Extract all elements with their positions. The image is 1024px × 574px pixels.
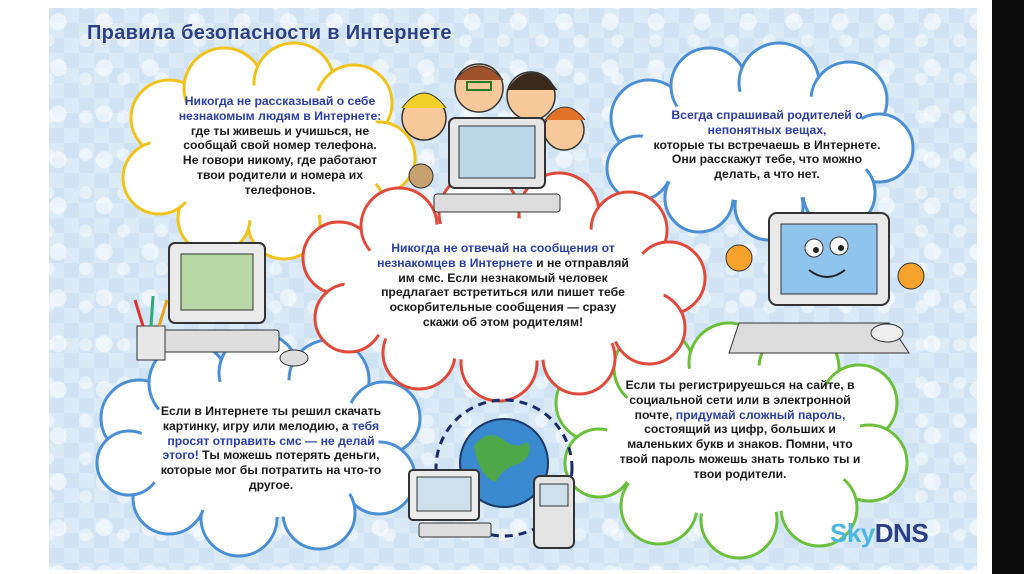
globe-devices-illustration	[409, 400, 574, 548]
rule-5-pre: Если ты регистрируешься на сайте, в социальной сети или в электронной почте,	[625, 378, 855, 422]
rule-4-rest: Ты можешь потерять деньги, которые мог бы потратить на что-то другое.	[160, 448, 382, 492]
rule-1-rest: где ты живешь и учишься, не сообщай свой номер телефона. Не говори никому, где работают твои родители и номера их телефонов.	[182, 123, 378, 197]
rule-5-lead: придумай сложный пароль,	[675, 407, 846, 422]
rule-3-rest: и не отправляй им смс. Если незнакомый человек предлагает встретиться или пишет тебе оскорбительные сообщения — сразу скажи об этом родителям!	[381, 255, 629, 329]
rule-4	[155, 404, 387, 493]
rule-1-lead: Никогда не рассказывай о себе незнакомым людям в Интернете:	[178, 94, 382, 123]
rule-4-pre: Если в Интернете ты решил скачать картинку, игру или мелодию, а	[160, 404, 382, 433]
logo-part2: DNS	[874, 518, 929, 548]
skydns-logo	[830, 518, 928, 549]
rule-2-rest: которые ты встречаешь в Интернете. Они расскажут тебе, что можно делать, а что нет.	[653, 137, 881, 182]
poster-title: Правила безопасности в Интернете	[87, 22, 452, 44]
rule-2-lead: Всегда спрашивай родителей о непонятных вещах,	[671, 108, 863, 137]
rule-1	[175, 94, 385, 198]
rule-2	[649, 108, 885, 182]
rule-4-lead: тебя просят отправить смс — не делай этого!	[162, 418, 380, 463]
rule-3	[375, 241, 631, 330]
safety-poster	[49, 8, 977, 570]
rule-5-rest: состоящий из цифр, больших и маленьких букв и знаков. Помни, что твой пароль можешь знать только ты и твои родители.	[619, 422, 861, 481]
rule-3-lead: Никогда не отвечай на сообщения от незнакомцев в Интернете	[377, 241, 615, 270]
logo-part1: Sky	[830, 518, 875, 548]
right-border	[992, 0, 1024, 574]
rule-5	[615, 378, 865, 482]
